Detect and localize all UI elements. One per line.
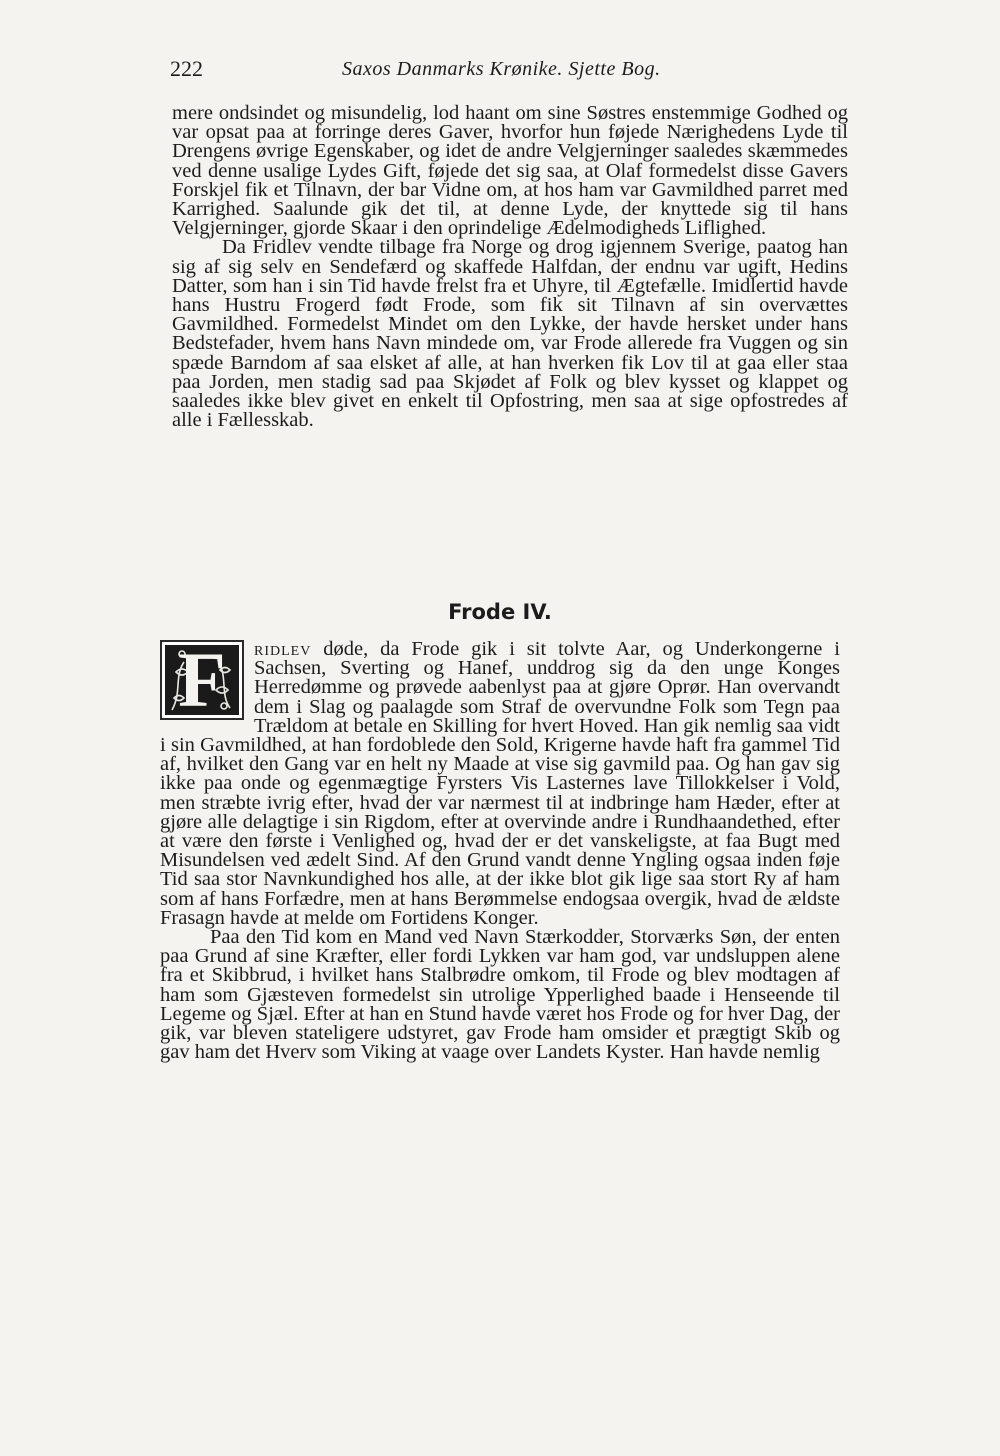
opening-smallcaps: ridlev [254, 638, 312, 660]
paragraph-frode-text: døde, da Frode gik i sit tolvte Aar, og Underkongerne i Sachsen, Sverting og Hanef, unddrog sig da den unge Konges Herredømme og prøvede aabenlyst paa at gjøre Oprør. Han overvandt dem i Slag og paalagde som Straf de overvundne Folk som Tegn paa Trældom at betale en Skilling for hvert Hoved. Han gik nemlig saa vidt i sin Gavmildhed, at han fordoblede den Sold, Krigerne havde haft fra gammel Tid af, hvilket den Gang var en helt ny Maade at vise sig gavmild paa. Og han gav sig ikke paa onde og egenmægtige Fyrsters Vis Lasternes lave Tillokkelser i Vold, men stræbte ivrig efter, hvad der var nærmest til at indbringe ham Hæder, efter at gjøre alle delagtige i sin Rigdom, efter at overvinde andre i Rundhaandethed, efter at være den første i Venlighed og, hvad der er det vanskeligste, at faa Bugt med Misundelsen ved ædelt Sind. Af den Grund vandt denne Yngling ogsaa inden føje Tid saa stor Navnkundighed hos alle, at der ikke blot gik lige saa stort Ry af ham som af hans Forfædre, men at hans Berømmelse endogsaa overgik, hvad de ældste Frasagn havde at melde om Fortidens Konger. [160, 638, 840, 929]
decorative-drop-cap [160, 636, 244, 723]
body-text-section [160, 636, 840, 1064]
running-title: Saxos Danmarks Krønike. Sjette Bog. [342, 58, 661, 80]
paragraph-section-opening [160, 636, 840, 929]
paragraph-continued: mere ondsindet og misundelig, lod haant om sine Søstres enstemmige Godhed og var opsat paa at forringe deres Gaver, hvorfor hun føjede Nærighedens Lyde til Drengens øvrige Egenskaber, og idet de andre Velgjerninger saaledes skæmmedes ved denne usalige Lydes Gift, føjede det sig saa, at Olaf formedelst disse Gavers Forskjel fik et Tilnavn, der bar Vidne om, at hos ham var Gavmildhed parret med Karrighed. Saalunde gik det til, at denne Lyde, der knyttede sig til hans Velgjerninger, gjorde Skaar i den oprindelige Ædelmodigheds Liflighed. [172, 102, 848, 240]
section-title: Frode IV. [448, 600, 552, 624]
page-header [170, 56, 870, 88]
paragraph-fridlev-return: Da Fridlev vendte tilbage fra Norge og drog igjennem Sverige, paatog han sig af sig selv en Sendefærd og skaffede Halfdan, der endnu var ugift, Hedins Datter, som han i sin Tid havde frelst fra et Uhyre, til Ægtefælle. Imidlertid havde hans Hustru Frogerd født Frode, som fik sit Tilnavn af sin overvættes Gavmildhed. Formedelst Mindet om den Lykke, der havde hersket under hans Bedstefader, hvem hans Navn mindede om, var Frode allerede fra Vuggen og sin spæde Barndom af saa elsket af alle, at han hverken fik Lov til at gaa eller staa paa Jorden, men stadig sad paa Skjødet af Folk og blev kysset og klappet og saaledes ikke blev givet en enkelt til Opfostring, men saa at sige opfostredes af alle i Fællesskab. [172, 236, 848, 432]
body-text-top [172, 104, 848, 430]
drop-cap-letter: F [178, 636, 226, 723]
page-number: 222 [170, 56, 203, 81]
paragraph-staerkodder: Paa den Tid kom en Mand ved Navn Stærkodder, Storværks Søn, der enten paa Grund af sine Kræfter, eller fordi Lykken var ham god, var undsluppen alene fra et Skibbrud, i hvilket hans Stalbrødre omkom, til Frode og blev modtagen af ham som Gjæsteven formedelst sin utrolige Ypperlighed baade i Henseende til Legeme og Sjæl. Efter at han en Stund havde været hos Frode og for hver Dag, der gik, var bleven stateligere udstyret, gav Frode ham omsider et prægtigt Skib og gav ham det Hverv som Viking at vaage over Landets Kyster. Han havde nemlig [160, 926, 840, 1064]
